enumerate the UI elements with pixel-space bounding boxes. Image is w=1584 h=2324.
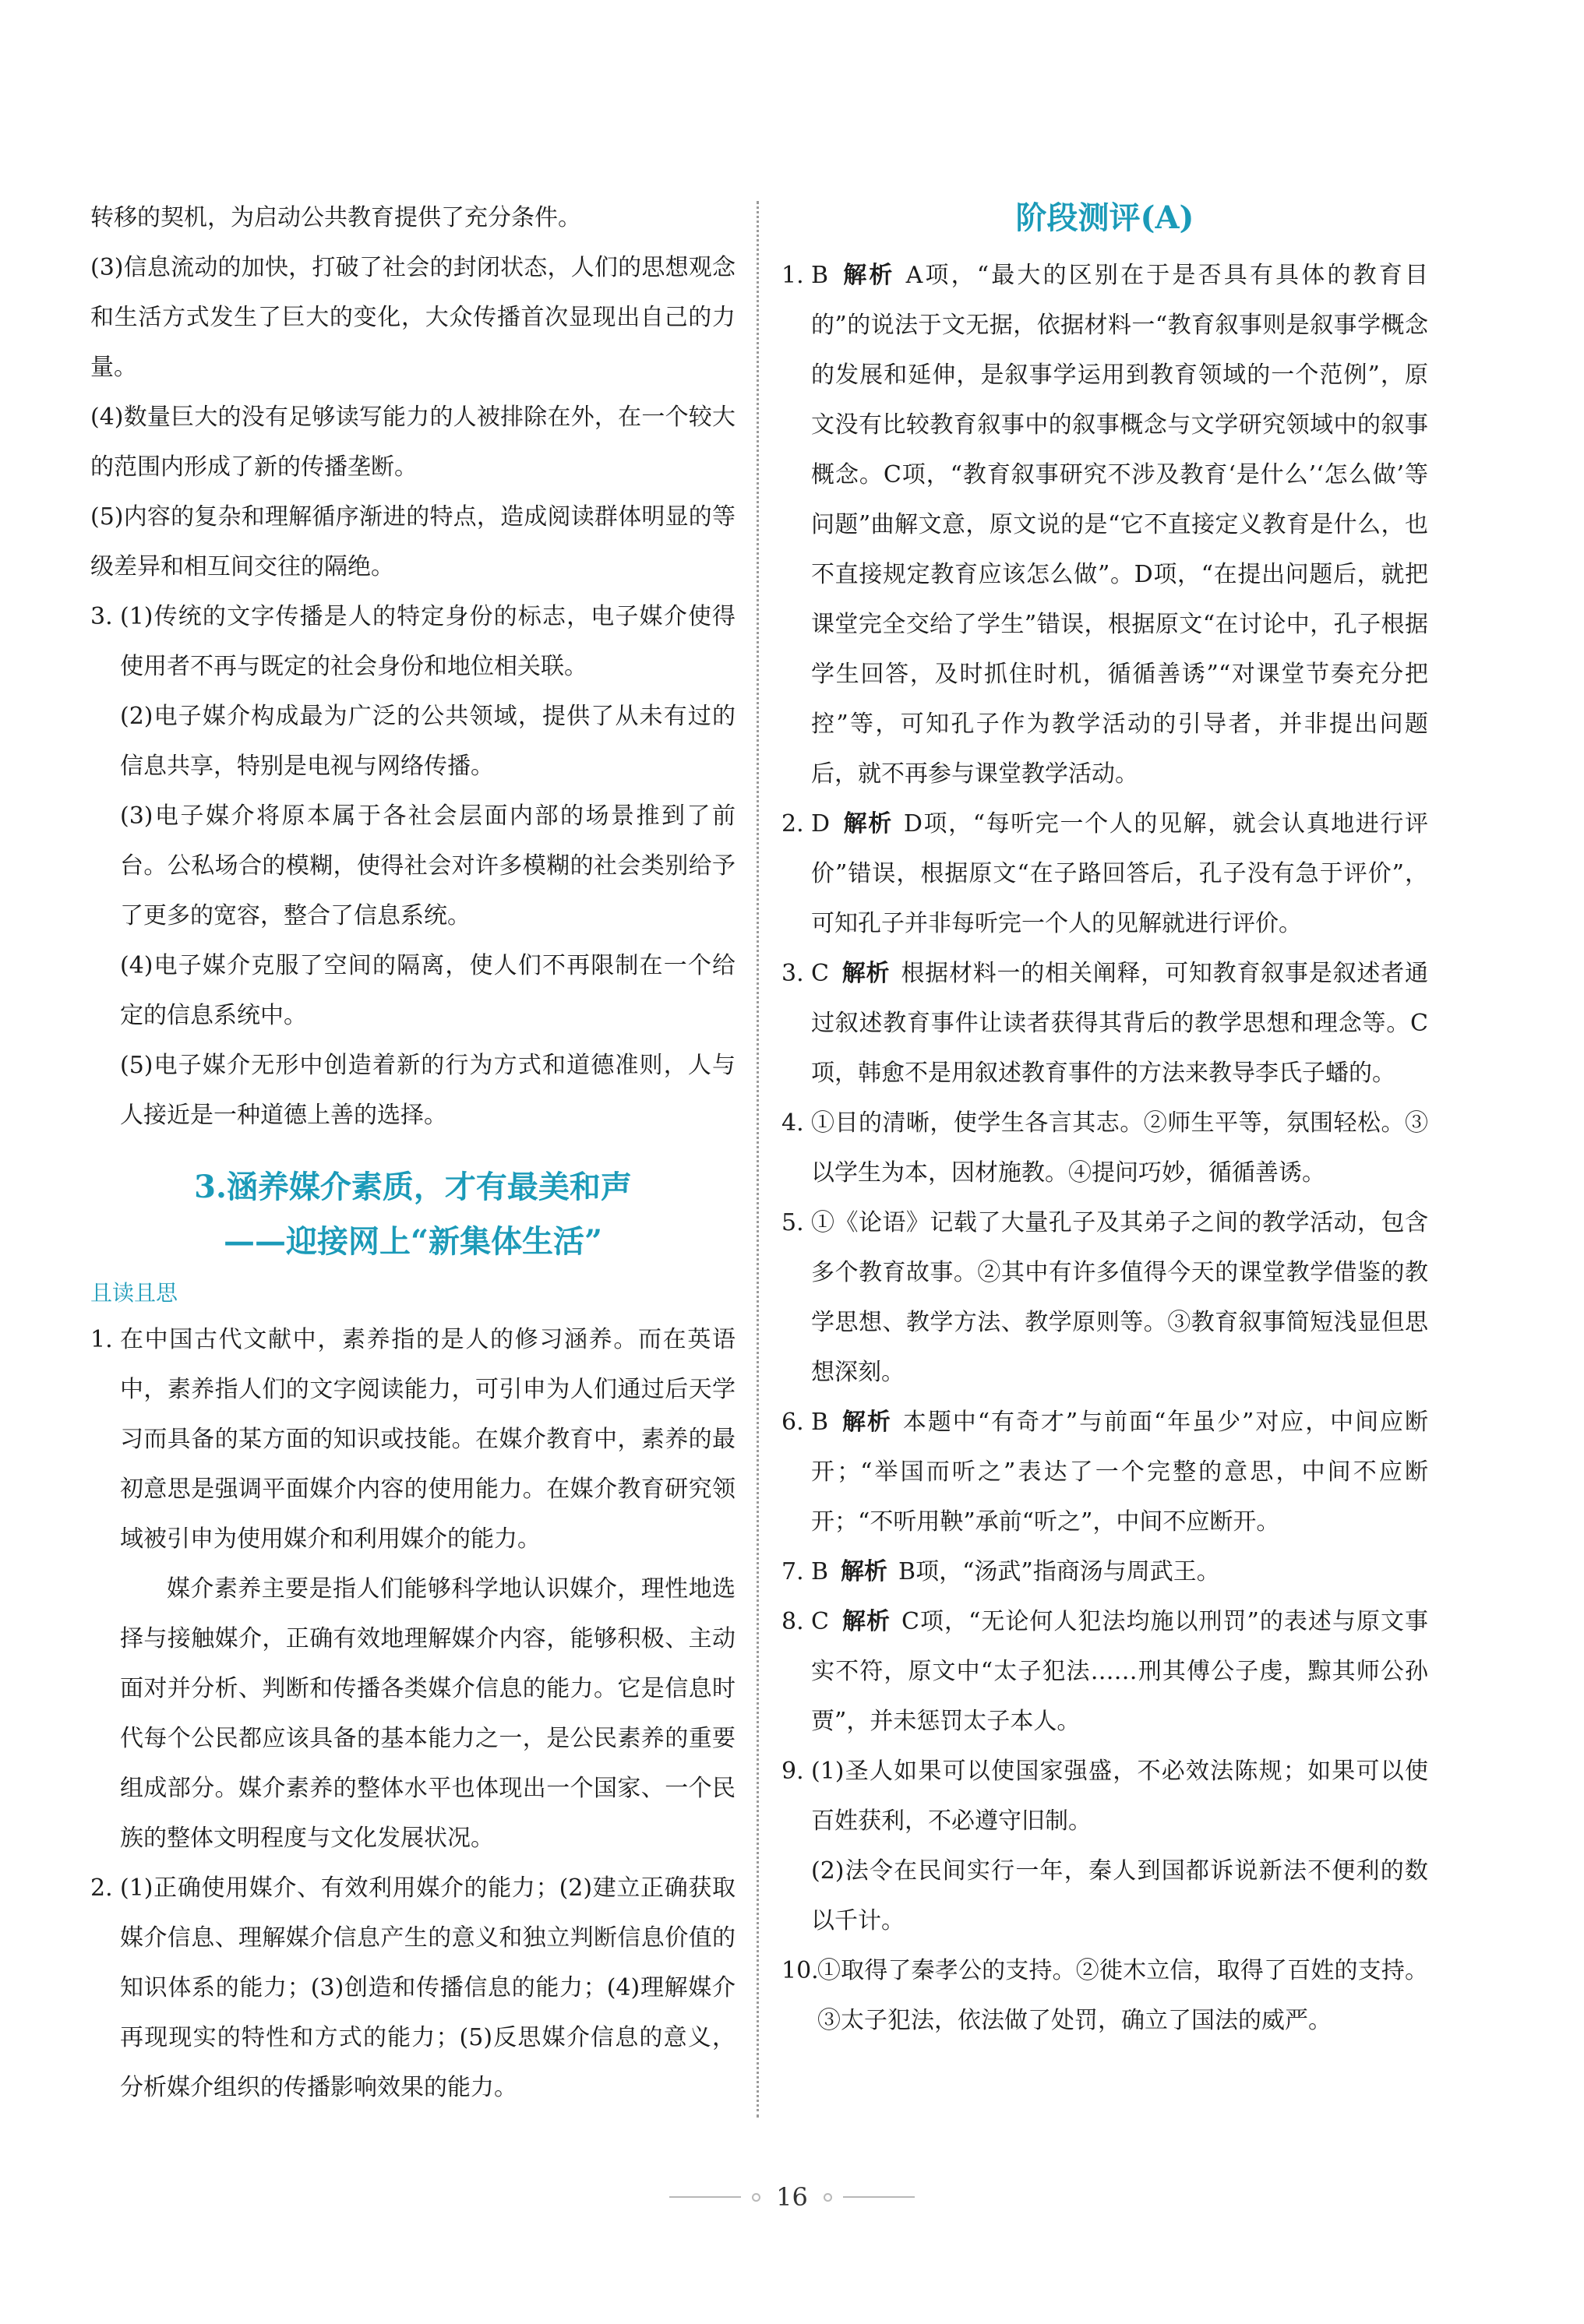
left-column: [90, 193, 736, 2113]
footer-dot: [752, 2193, 760, 2202]
paragraph: 媒介素养主要是指人们能够科学地认识媒介，理性地选择与接触媒介，正确有效地理解媒介内容，能够积极、主动面对并分析、判断和传播各类媒介信息的能力。它是信息时代每个公民都应该具备的基本能力之一，是公民素养的重要组成部分。媒介素养的整体水平也体现出一个国家、一个民族的整体文明程度与文化发展状况。: [120, 1575, 736, 1852]
answer-item: [781, 1597, 1428, 1747]
analysis-tag: 解析: [841, 960, 891, 987]
paragraph: 在中国古代文献中，素养指的是人的修习涵养。而在英语中，素养指人们的文字阅读能力，可引申为人们通过后天学习而具备的某方面的知识或技能。在媒介教育中，素养的最初意思是强调平面媒介内容的使用能力。在媒介教育研究领域被引申为使用媒介和利用媒介的能力。: [120, 1326, 736, 1553]
answer-number: 3.: [781, 960, 804, 987]
answer-text: [817, 1946, 1428, 2046]
answer-text: [811, 799, 1428, 949]
answer-body: A项，“最大的区别在于是否具有具体的教育目的”的说法于文无据，依据材料一“教育叙事则是叙事学概念的发展和延伸，是叙事学运用到教育领域的一个范例”，原文没有比较教育叙事中的叙事概念与文学研究领域中的叙事概念。C项，“教育叙事研究不涉及教育‘是什么’‘怎么做’等问题”曲解文意，原文说的是“它不直接定义教育是什么，也不直接规定教育应该怎么做”。D项，“在提出问题后，就把课堂完全交给了学生”错误，根据原文“在讨论中，孔子根据学生回答，及时抓住时机，循循善诱”“对课堂节奏充分把控”等，可知孔子作为教学活动的引导者，并非提出问题后，就不再参与课堂教学活动。: [811, 262, 1428, 788]
analysis-tag: 解析: [841, 262, 895, 289]
answer-body: ①取得了秦孝公的支持。②徙木立信，取得了百姓的支持。③太子犯法，依法做了处罚，确立了国法的威严。: [817, 1957, 1428, 2034]
answer-choice: B: [811, 1558, 829, 1585]
answer-body: (2)法令在民间实行一年，秦人到国都诉说新法不便利的数以千计。: [811, 1857, 1428, 1934]
answer-body: 根据材料一的相关阐释，可知教育叙事是叙述者通过叙述教育事件让读者获得其背后的教学思想和理念等。C项，韩愈不是用叙述教育事件的方法来教导李氏子蟠的。: [811, 960, 1429, 1087]
answer-number: 2.: [781, 810, 804, 838]
paragraph: (4)数量巨大的没有足够读写能力的人被排除在外，在一个较大的范围内形成了新的传播垄断。: [90, 404, 736, 481]
right-column: [781, 193, 1428, 2046]
answer-text: [811, 1846, 1428, 1946]
paragraph: (5)内容的复杂和理解循序渐进的特点，造成阅读群体明显的等级差异和相互间交往的隔绝。: [90, 503, 736, 580]
answer-number: 8.: [781, 1608, 804, 1635]
analysis-tag: 解析: [841, 1558, 888, 1585]
column-divider: [757, 201, 759, 2118]
footer-rule: [669, 2196, 741, 2198]
answer-body: 本题中“有奇才”与前面“年虽少”对应，中间应断开；“举国而听之”表达了一个完整的意思，中间不应断开；“不听用鞅”承前“听之”，中间不应断开。: [811, 1409, 1429, 1536]
answer-item: [781, 949, 1428, 1099]
answer-3: [90, 592, 736, 1141]
paragraph: 转移的契机，为启动公共教育提供了充分条件。: [90, 204, 581, 231]
analysis-tag: 解析: [841, 1608, 891, 1635]
answer-number: 3.: [90, 603, 113, 630]
section-subtitle: ——迎接网上“新集体生活”: [223, 1223, 602, 1260]
page-number: 16: [776, 2182, 808, 2212]
answer-choice: D: [811, 810, 831, 838]
answer-text: [811, 1099, 1428, 1198]
answer-number: 4.: [781, 1109, 804, 1137]
answer-text: [811, 1198, 1428, 1398]
answer-1: [90, 1315, 736, 1864]
section-title: 3.涵养媒介素质，才有最美和声: [194, 1169, 632, 1205]
answer-number: 6.: [781, 1409, 804, 1436]
paragraph: (1)正确使用媒介、有效利用媒介的能力；(2)建立正确获取媒介信息、理解媒介信息产生的意义和独立判断信息价值的知识体系的能力；(3)创造和传播信息的能力；(4)理解媒介再现现实的特性和方式的能力；(5)反思媒介信息的意义，分析媒介组织的传播影响效果的能力。: [120, 1874, 736, 2101]
read-think-heading: 且读且思: [90, 1280, 178, 1306]
answer-body: B项，“汤武”指商汤与周武王。: [898, 1558, 1220, 1585]
answer-item: [781, 799, 1428, 949]
analysis-tag: 解析: [841, 1409, 892, 1436]
answer-text: [811, 1398, 1428, 1547]
answer-body: ①《论语》记载了大量孔子及其弟子之间的教学活动，包含多个教育故事。②其中有许多值得今天的课堂教学借鉴的教学思想、教学方法、教学原则等。③教育叙事简短浅显但思想深刻。: [811, 1209, 1428, 1386]
stage-test-title: 阶段测评(A): [1015, 199, 1194, 236]
answer-number: 9.: [781, 1758, 804, 1785]
analysis-tag: 解析: [842, 810, 893, 838]
paragraph: (3)电子媒介将原本属于各社会层面内部的场景推到了前台。公私场合的模糊，使得社会对许多模糊的社会类别给予了更多的宽容，整合了信息系统。: [120, 802, 736, 929]
footer-dot: [824, 2193, 832, 2202]
answer-number: 1.: [781, 262, 804, 289]
answer-number: 5.: [781, 1209, 804, 1236]
answer-choice: C: [811, 1608, 829, 1635]
answer-2: [90, 1864, 736, 2113]
answer-body: D项，“每听完一个人的见解，就会认真地进行评价”错误，根据原文“在子路回答后，孔子没有急于评价”，可知孔子并非每听完一个人的见解就进行评价。: [811, 810, 1429, 937]
answer-text: [811, 1547, 1428, 1597]
answer-item: [781, 1747, 1428, 1846]
paragraph: (2)电子媒介构成最为广泛的公共领域，提供了从未有过的信息共享，特别是电视与网络传播。: [120, 703, 736, 780]
answer-body: (1)圣人如果可以使国家强盛，不必效法陈规；如果可以使百姓获利，不必遵守旧制。: [811, 1758, 1428, 1835]
answer-body: C项，“无论何人犯法均施以刑罚”的表述与原文事实不符，原文中“太子犯法……刑其傅公子虔，黥其师公孙贾”，并未惩罚太子本人。: [811, 1608, 1428, 1735]
answer-text: [811, 949, 1428, 1099]
answer-item: [781, 251, 1428, 799]
answer-item: [781, 1398, 1428, 1547]
answer-text: [811, 1597, 1428, 1747]
answer-text: [811, 1747, 1428, 1846]
answer-choice: B: [811, 1409, 829, 1436]
answer-number: 2.: [90, 1874, 113, 1902]
answer-item: [781, 1099, 1428, 1198]
paragraph: (5)电子媒介无形中创造着新的行为方式和道德准则，人与人接近是一种道德上善的选择。: [120, 1052, 736, 1129]
answer-item: [781, 1198, 1428, 1398]
answer-choice: B: [811, 262, 829, 289]
answer-item: [781, 1846, 1428, 1946]
answer-number: 7.: [781, 1558, 804, 1585]
paragraph: (3)信息流动的加快，打破了社会的封闭状态，人们的思想观念和生活方式发生了巨大的变化，大众传播首次显现出自己的力量。: [90, 254, 736, 381]
answer-item: [781, 1547, 1428, 1597]
paragraph: (4)电子媒介克服了空间的隔离，使人们不再限制在一个给定的信息系统中。: [120, 952, 736, 1029]
answer-text: [811, 251, 1428, 799]
answer-number: 10.: [781, 1957, 819, 1984]
answer-item: [781, 1946, 1428, 2046]
answer-body: ①目的清晰，使学生各言其志。②师生平等，氛围轻松。③以学生为本，因材施教。④提问巧妙，循循善诱。: [811, 1109, 1428, 1187]
answer-number: 1.: [90, 1326, 113, 1353]
page-footer: [0, 2174, 1584, 2220]
paragraph: (1)传统的文字传播是人的特定身份的标志，电子媒介使得使用者不再与既定的社会身份和地位相关联。: [120, 603, 736, 680]
footer-rule: [843, 2196, 915, 2198]
answer-choice: C: [811, 960, 829, 987]
answer-list: [781, 251, 1428, 2046]
